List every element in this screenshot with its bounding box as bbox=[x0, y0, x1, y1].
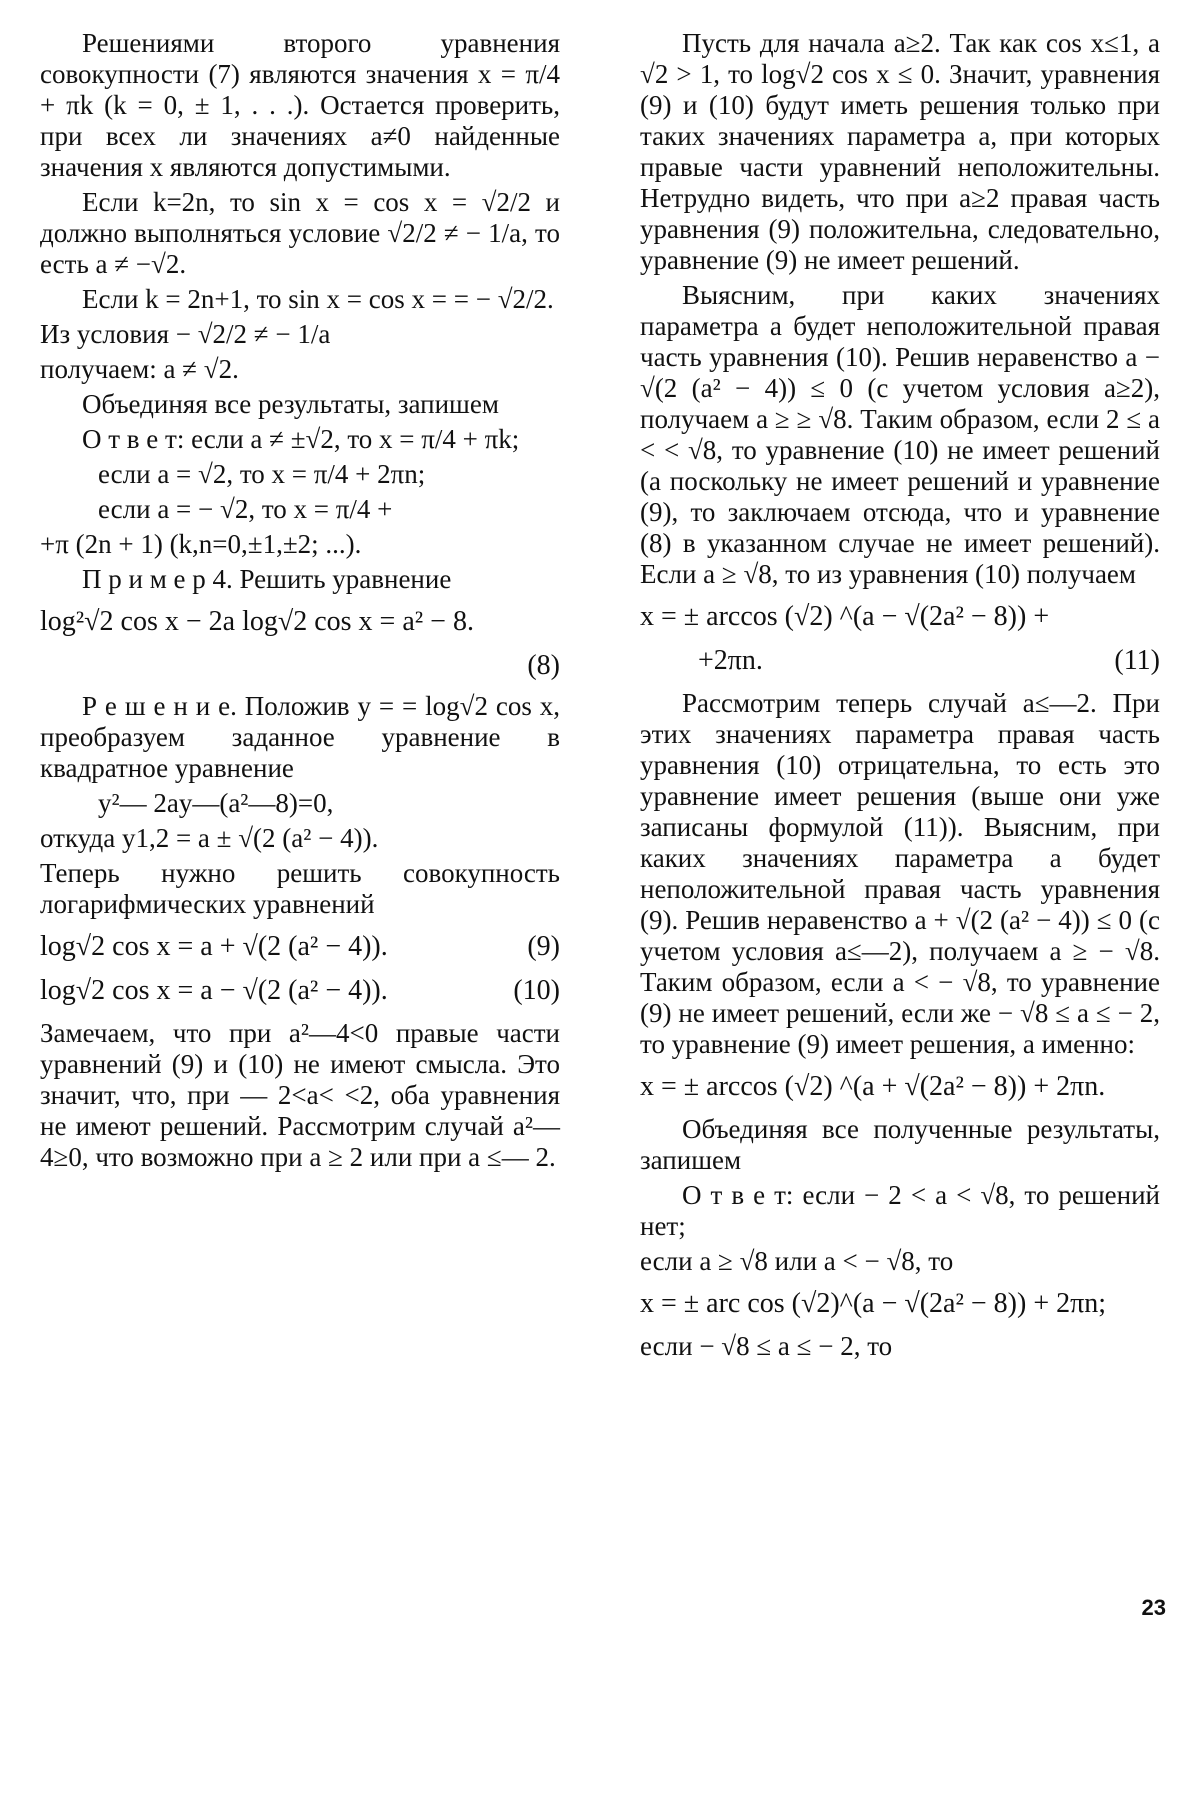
page-number: 23 bbox=[1141, 1595, 1166, 1620]
paragraph: если a = √2, то x = π/4 + 2πn; bbox=[98, 459, 426, 489]
equation-number: (8) bbox=[527, 650, 560, 681]
paragraph: Из условия − √2/2 ≠ − 1/a bbox=[40, 319, 331, 349]
equation bbox=[40, 930, 560, 964]
paragraph: Выясним, при каких значениях параметра a будет неположительной правая часть уравнения (10). Решив неравенство a − √(2 (a² − 4)) ≤ 0 (с учетом условия a≥2), получаем a ≥ ≥ √8. Таким образом, если 2 ≤ a < < √8, то уравнение (10) не имеет решений (а поскольку не имеет решений и уравнение (9), то заключаем отсюда, что и уравнение (8) в указанном случае не имеет решений). Если a ≥ √8, то из уравнения (10) получаем bbox=[640, 280, 1160, 589]
equation bbox=[640, 1070, 1160, 1104]
paragraph: Если k=2n, то sin x = cos x = √2/2 и должно выполняться условие √2/2 ≠ − 1/a, то есть a ≠ −√2. bbox=[40, 187, 560, 279]
paragraph: если a ≥ √8 или a < − √8, то bbox=[640, 1246, 954, 1276]
paragraph: откуда y1,2 = a ± √(2 (a² − 4)). bbox=[40, 823, 379, 853]
equation bbox=[640, 1287, 1160, 1321]
paragraph: О т в е т: если − 2 < a < √8, то решений нет; bbox=[640, 1180, 1160, 1241]
equation-text: log√2 cos x = a + √(2 (a² − 4)). bbox=[40, 931, 388, 962]
equation-number: (9) bbox=[527, 931, 560, 962]
equation bbox=[40, 605, 560, 639]
paragraph: Объединяя все полученные результаты, запишем bbox=[640, 1114, 1160, 1175]
equation bbox=[640, 644, 1160, 678]
equation-number: (11) bbox=[1114, 645, 1160, 676]
equation-number: (10) bbox=[513, 975, 560, 1006]
paragraph: если − √8 ≤ a ≤ − 2, то bbox=[640, 1331, 893, 1361]
paragraph: Р е ш е н и е. Положив y = = log√2 cos x, преобразуем заданное уравнение в квадратное уравнение bbox=[40, 691, 560, 783]
equation-text: x = ± arc cos (√2)^(a − √(2a² − 8)) + 2πn; bbox=[640, 1288, 1107, 1319]
paragraph: П р и м е р 4. Решить уравнение bbox=[82, 564, 452, 594]
equation bbox=[640, 600, 1160, 634]
equation-text: +2πn. bbox=[698, 645, 763, 676]
paragraph: если a = − √2, то x = π/4 + bbox=[98, 494, 393, 524]
paragraph: Теперь нужно решить совокупность логарифмических уравнений bbox=[40, 858, 560, 919]
paragraph: Объединяя все результаты, запишем bbox=[82, 389, 499, 419]
paragraph: Решениями второго уравнения совокупности (7) являются значения x = π/4 + πk (k = 0, ± 1, . . .). Остается проверить, при всех ли значениях a≠0 найденные значения x являются допустимыми. bbox=[40, 28, 560, 182]
paragraph: Замечаем, что при a²—4<0 правые части уравнений (9) и (10) не имеют смысла. Это значит, что, при — 2<a< <2, оба уравнения не имеют решений. Рассмотрим случай a²—4≥0, что возможно при a ≥ 2 или при a ≤— 2. bbox=[40, 1018, 560, 1172]
paragraph: Рассмотрим теперь случай a≤—2. При этих значениях параметра правая часть уравнения (10) отрицательна, то есть это уравнение имеет решения (выше они уже записаны формулой (11)). Выясним, при каких значениях параметра a будет неположительной правая часть уравнения (9). Решив неравенство a + √(2 (a² − 4)) ≤ 0 (с учетом условия a≤—2), получаем a ≥ − √8. Таким образом, если a < − √8, то уравнение (9) не имеет решений, если же − √8 ≤ a ≤ − 2, то уравнение (9) имеет решения, а именно: bbox=[640, 688, 1160, 1059]
paragraph: получаем: a ≠ √2. bbox=[40, 354, 239, 384]
left-column bbox=[40, 28, 560, 1177]
paragraph: Если k = 2n+1, то sin x = cos x = = − √2/2. bbox=[82, 284, 554, 314]
right-column bbox=[640, 28, 1160, 1366]
equation-text: log²√2 cos x − 2a log√2 cos x = a² − 8. bbox=[40, 606, 474, 637]
equation-text: log√2 cos x = a − √(2 (a² − 4)). bbox=[40, 975, 388, 1006]
paragraph: y²— 2ay—(a²—8)=0, bbox=[98, 788, 334, 818]
equation-text: x = ± arccos (√2) ^(a + √(2a² − 8)) + 2πn. bbox=[640, 1071, 1106, 1102]
paragraph: Пусть для начала a≥2. Так как cos x≤1, а √2 > 1, то log√2 cos x ≤ 0. Значит, уравнения (9) и (10) будут иметь решения только при таких значениях параметра a, при которых правые части уравнений неположительны. Нетрудно видеть, что при a≥2 правая часть уравнения (9) положительна, следовательно, уравнение (9) не имеет решений. bbox=[640, 28, 1160, 275]
equation-text: x = ± arccos (√2) ^(a − √(2a² − 8)) + bbox=[640, 601, 1050, 632]
equation bbox=[40, 974, 560, 1008]
paragraph: О т в е т: если a ≠ ±√2, то x = π/4 + πk; bbox=[82, 424, 520, 454]
paragraph: +π (2n + 1) (k,n=0,±1,±2; ...). bbox=[40, 529, 362, 559]
